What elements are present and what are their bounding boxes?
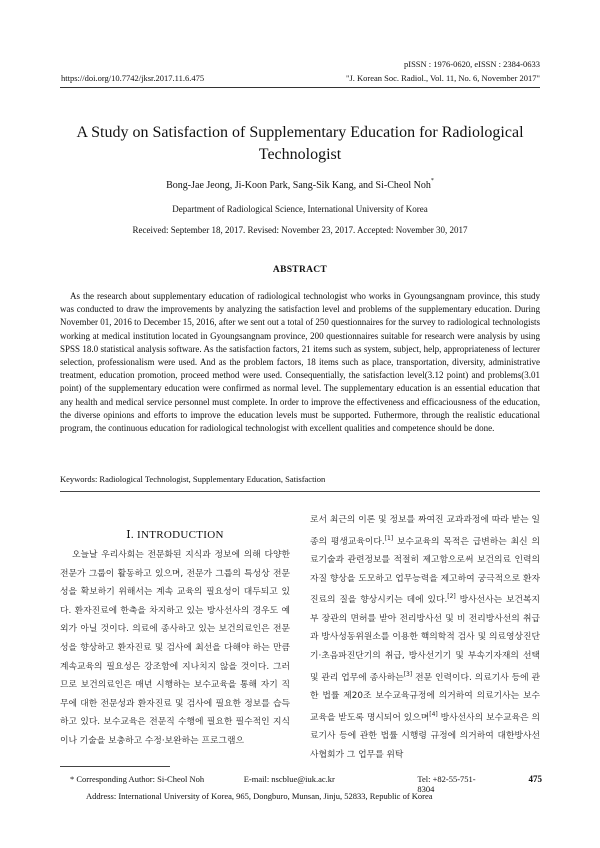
header-divider — [60, 87, 540, 88]
doi-link[interactable]: https://doi.org/10.7742/jksr.2017.11.6.475 — [61, 73, 205, 83]
author-phone: Tel: +82-55-751-8304 — [417, 774, 476, 794]
affiliation: Department of Radiological Science, International University of Korea — [172, 204, 428, 214]
submission-dates: Received: September 18, 2017. Revised: November 23, 2017. Accepted: November 30, 2017 — [132, 225, 468, 235]
citation-1[interactable]: [1] — [384, 534, 394, 542]
intro-text-part-4: 전문 인력이다. 의료기사 등에 관한 법률 제20조 보수교육규정에 의거하여 의료기사는 보수교육을 받도록 명시되어 있으며 — [310, 672, 540, 723]
issn-line: pISSN : 1976-0620, eISSN : 2384-0633 — [403, 59, 540, 69]
intro-paragraph-right — [310, 511, 540, 764]
author-address: Address: International University of Korea, 965, Dongburo, Munsan, Jinju, 52833, Republic of Korea — [86, 791, 433, 801]
keywords-divider — [60, 491, 540, 492]
paper-title — [60, 122, 540, 166]
journal-citation: "J. Korean Soc. Radiol., Vol. 11, No. 6, November 2017" — [345, 73, 540, 83]
abstract-text: As the research about supplementary education of radiological technologist who works in Gyoungsangnam province, this study was conducted to draw the improvements by analyzing the satisfaction level and problems of the supplementary education. During November 01, 2016 to December 15, 2016, after we sent out a total of 250 questionnaires for the survey to radiological technologists working at medical institution located in Gyoungsangnam province, 200 questionnaires suitable for research were analysis by using SPSS 18.0 statistical analysis software. As the satisfaction factors, 21 items such as system, subject, help, appropriateness of lecturer selection, professionalism were used. And as the problem factors, 18 items such as place, transportation, diversity, administrative treatment, education promotion, proceed method were used. Consequentially, the satisfaction level(3.12 point) and problems(3.01 point) of the supplementary education were confirmed as normal level. The supplementary education is an essential education that any health and medical service personnel must complete. In order to improve the effectiveness and efficaciousness of the education, the diverse opinions and efforts to improve the education levels must be supported. Futhermore, through the realistic educational program, the continuous education for radiological technologist with excellent qualities and competence should be done. — [60, 291, 540, 434]
intro-text-part-2: 보수교육의 목적은 급변하는 최신 의료기술과 관련정보를 적절히 제고함으로써 보건의료 인력의 자질 향상을 도모하고 업무능력을 제고하여 궁극적으로 환자진료의 질을 향상시키는 데에 있다. — [310, 536, 540, 606]
intro-text-part-3: 방사선사는 보건복지부 장관의 면허를 받아 전리방사선 및 비 전리방사선의 취급과 방사성동위원소를 이용한 핵의학적 검사 및 의료영상진단기·초음파진단기의 취급, 방사선기기 및 부속기자재의 선택 및 관리 업무에 종사하는 — [310, 595, 540, 683]
citation-4[interactable]: [4] — [429, 710, 438, 718]
citation-3[interactable]: [3] — [403, 670, 413, 678]
footnote-divider — [60, 766, 170, 767]
abstract-heading: ABSTRACT — [272, 265, 328, 275]
author-email[interactable]: E-mail: nscblue@iuk.ac.kr — [243, 774, 335, 784]
author-list — [60, 180, 540, 191]
section-heading-introduction: Ⅰ. INTRODUCTION — [126, 529, 224, 541]
page-number: 475 — [528, 774, 542, 784]
intro-text-part-5: 방사선사의 보수교육은 의료기사 등에 관한 법률 시행령 규정에 의거하여 대한방사선사협회가 그 업무를 위탁 — [310, 712, 540, 760]
intro-paragraph-left: 오늘날 우리사회는 전문화된 지식과 정보에 의해 다양한 전문가 그룹이 활동하고 있으며, 전문가 그룹의 특성상 전문성을 확보하기 위해서는 계속 교육의 필요성이 대두되고 있다. 환자진료에 한축을 차지하고 있는 방사선사의 경우도 예외가 아닐 것이다. 의료에 종사하고 있는 보건의료인은 전문성을 향상하고 환자진료 및 검사에 최선을 다해야 하는 만큼 계속교육의 필요성은 강조함에 지나치지 않을 것이다. 그러므로 보건의료인은 매년 시행하는 보수교육을 통해 자기 직무에 대한 전문성과 환자진료 및 검사에 필요한 정보를 습득하고 있다. 보수교육은 전문직 수행에 필요한 필수적인 지식이나 기술을 보충하고 수정·보완하는 프로그램으 — [60, 550, 290, 746]
title-line-2: Technologist — [258, 146, 342, 163]
corresponding-author: * Corresponding Author: Si-Cheol Noh — [70, 774, 205, 784]
intro-text-part-1: 로서 최근의 이론 및 정보를 짜여진 교과과정에 따라 받는 일종의 평생교육이다. — [310, 515, 540, 547]
title-line-1: A Study on Satisfaction of Supplementary Education for Radiological — [76, 124, 524, 141]
keywords: Keywords: Radiological Technologist, Supplementary Education, Satisfaction — [60, 474, 326, 484]
citation-2[interactable]: [2] — [447, 593, 456, 601]
corresponding-mark: * — [430, 178, 434, 184]
authors-text: Bong-Jae Jeong, Ji-Koon Park, Sang-Sik Kang, and Si-Cheol Noh — [166, 180, 431, 191]
